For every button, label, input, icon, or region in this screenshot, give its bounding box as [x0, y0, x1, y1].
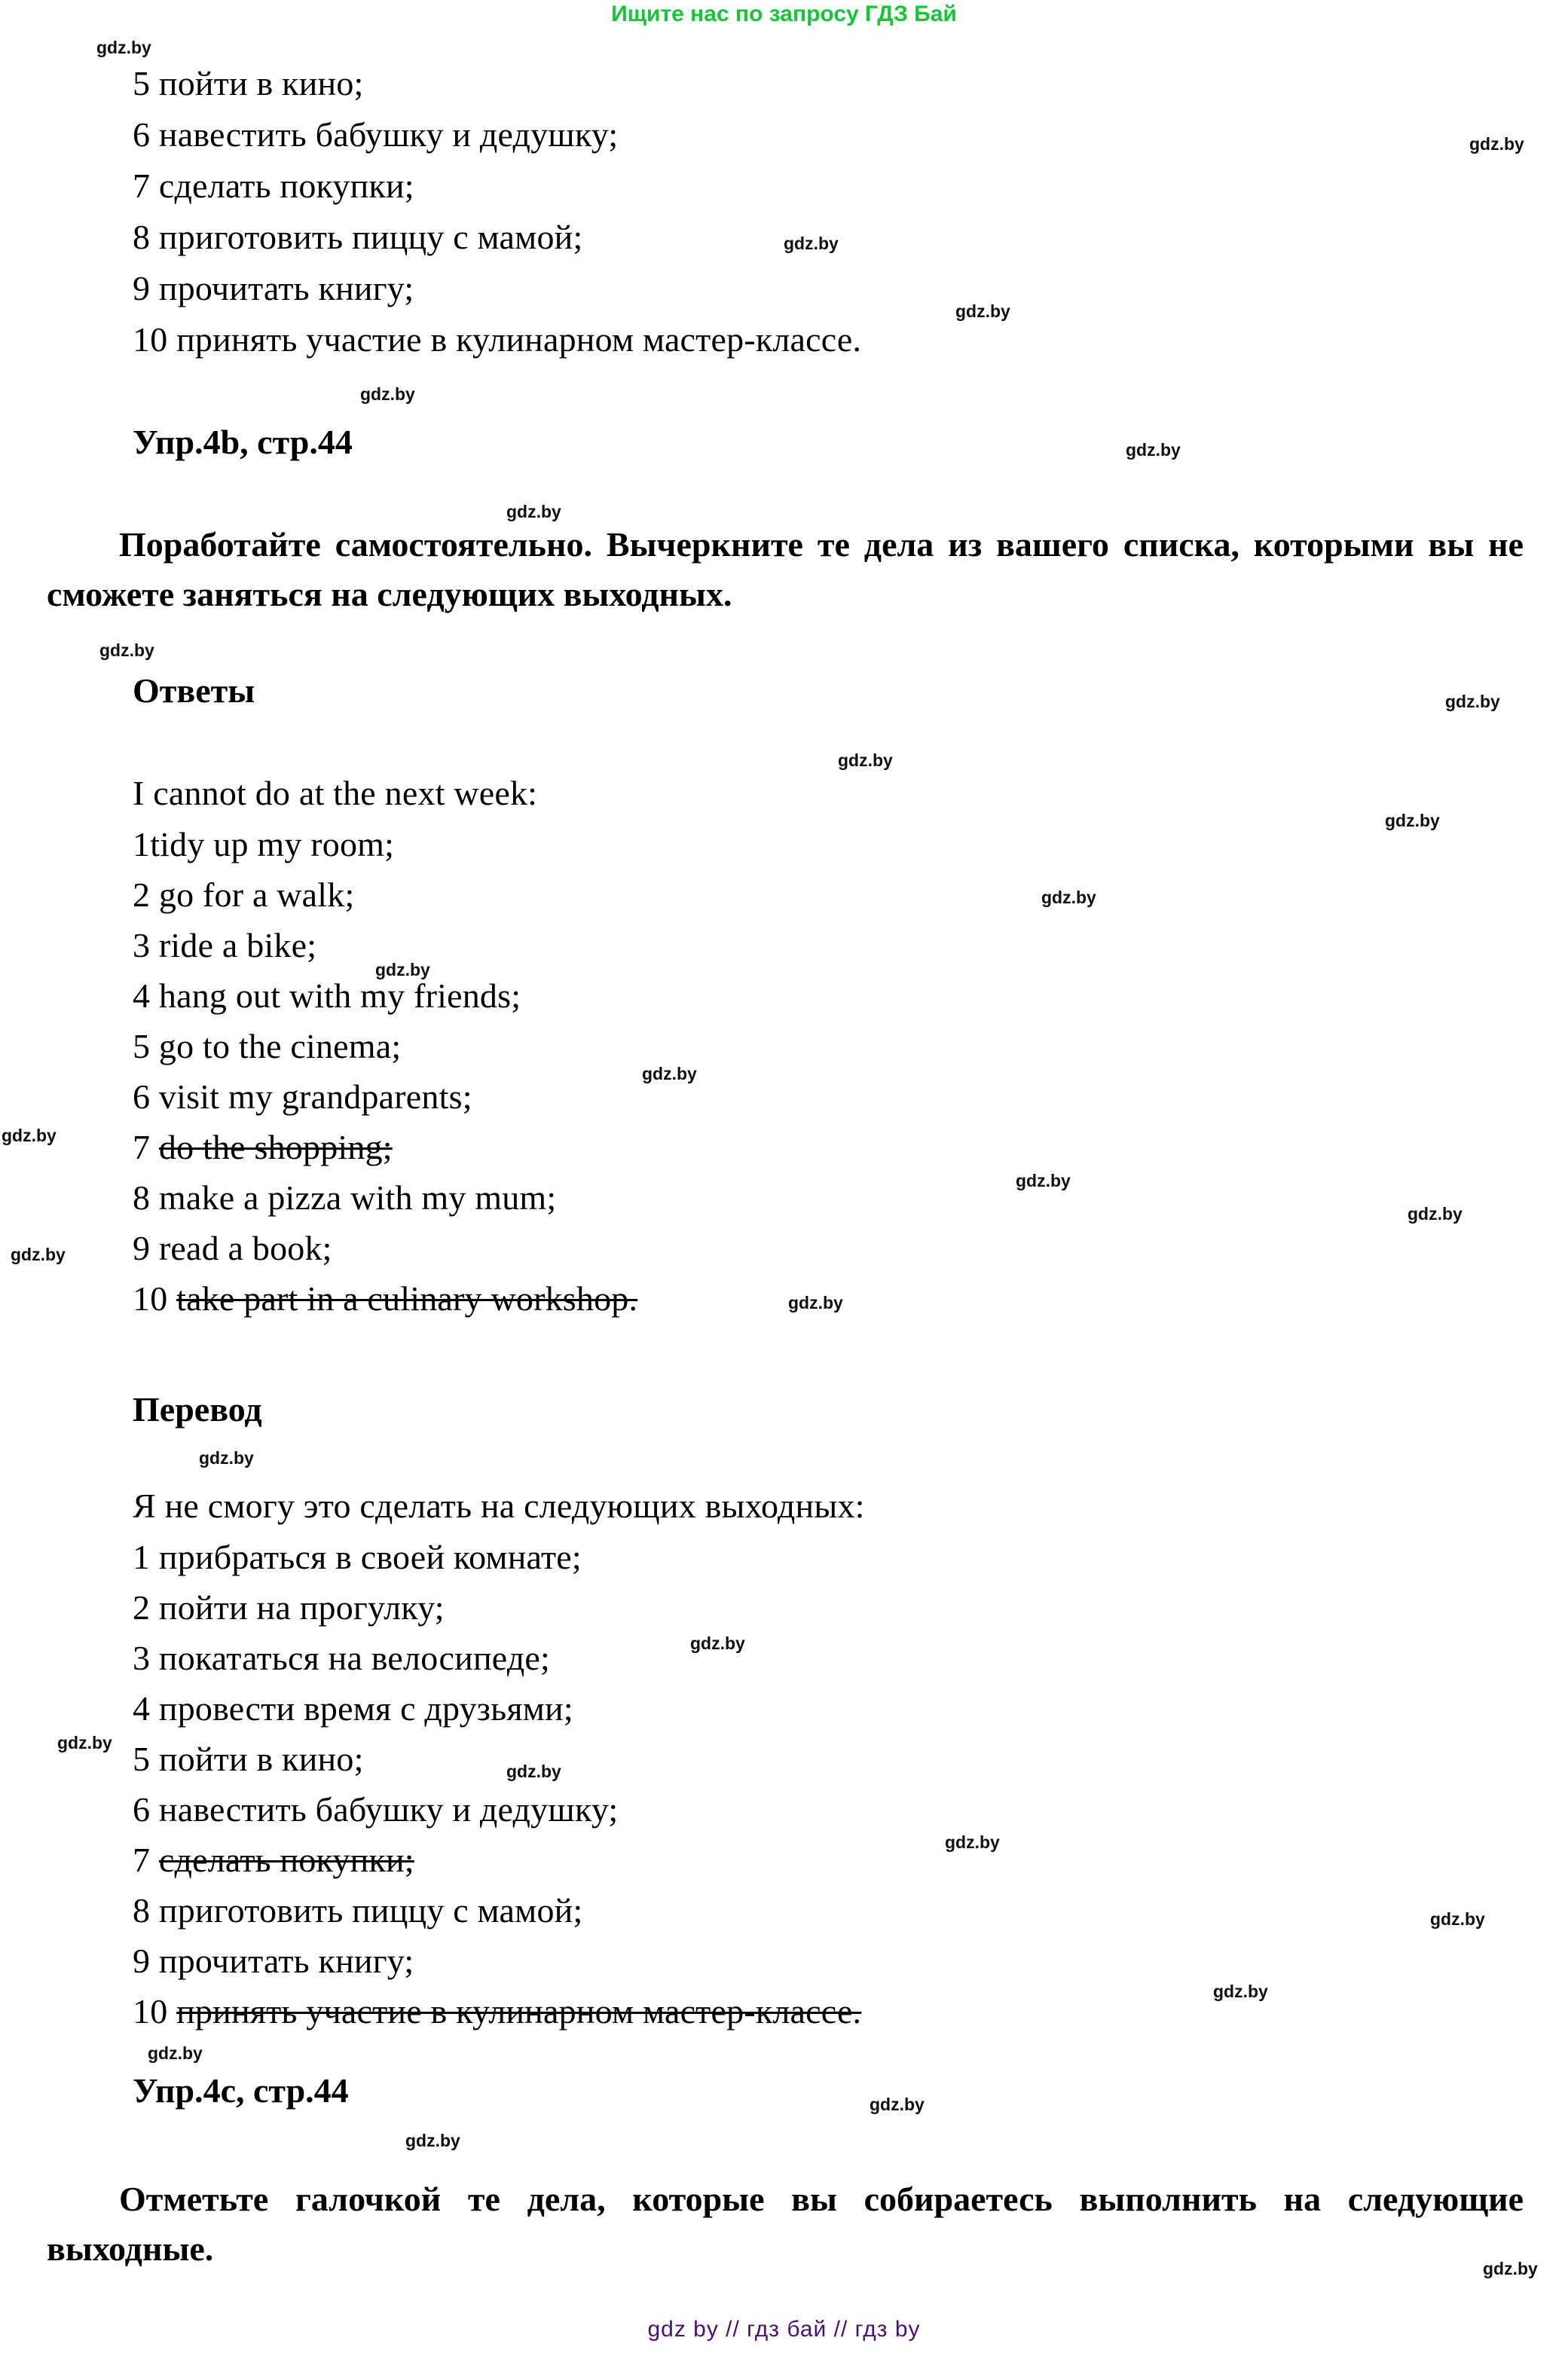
- watermark-gdz: gdz.by: [405, 2131, 460, 2150]
- list-item-number: 6: [133, 1790, 159, 1829]
- exercise-4b-instruction: Поработайте самостоятельно. Вычеркните те дела из вашего списка, которыми вы не сможете заняться на следующих выходных.: [47, 525, 1524, 613]
- list-item: [133, 1691, 573, 1726]
- list-item-text: покататься на велосипеде;: [158, 1639, 551, 1677]
- answers-intro: I cannot do at the next week:: [133, 774, 538, 812]
- list-item-number: 8: [133, 1891, 159, 1930]
- list-item-text: принять участие в кулинарном мастер-классе.: [176, 1992, 862, 2031]
- watermark-gdz: gdz.by: [1041, 888, 1096, 907]
- list-item-text: прибраться в своей комнате;: [158, 1538, 582, 1576]
- list-item-number: 1: [133, 1538, 159, 1576]
- watermark-gdz: gdz.by: [1213, 1982, 1268, 2001]
- watermark-gdz: gdz.by: [506, 1762, 561, 1781]
- promo-banner-top: Ищите нас по запросу ГДЗ Бай: [611, 2, 957, 26]
- list-item: 6 навестить бабушку и дедушку;: [133, 115, 619, 154]
- list-item-number: 4: [133, 1689, 159, 1728]
- list-item-number: 7: [133, 1128, 159, 1166]
- list-item-number: 5: [133, 1027, 159, 1065]
- list-item: [133, 1540, 582, 1575]
- watermark-gdz: gdz.by: [1385, 811, 1440, 830]
- list-item-text: go to the cinema;: [158, 1027, 402, 1065]
- list-item-text: прочитать книгу;: [158, 1942, 414, 1980]
- watermark-gdz: gdz.by: [1483, 2259, 1538, 2278]
- list-item: [133, 1994, 861, 2029]
- list-item-number: 9: [133, 1229, 159, 1267]
- list-item-text: пойти в кино;: [158, 1740, 364, 1778]
- list-item: [133, 1231, 332, 1266]
- list-item-text: take part in a culinary workshop.: [176, 1279, 638, 1318]
- watermark-gdz: gdz.by: [1126, 440, 1181, 460]
- list-item: [133, 1029, 401, 1064]
- watermark-gdz: gdz.by: [1016, 1171, 1071, 1190]
- list-item: [133, 1641, 550, 1676]
- watermark-gdz: gdz.by: [838, 750, 893, 770]
- watermark-gdz: gdz.by: [1408, 1204, 1463, 1224]
- watermark-gdz: gdz.by: [148, 2043, 203, 2063]
- watermark-gdz: gdz.by: [690, 1633, 745, 1653]
- watermark-gdz: gdz.by: [57, 1733, 112, 1752]
- list-item: [133, 1944, 414, 1979]
- translation-heading: Перевод: [133, 1390, 262, 1429]
- list-item-text: go for a walk;: [158, 875, 355, 914]
- list-item-text: hang out with my friends;: [158, 976, 521, 1015]
- list-item-number: 8: [133, 1178, 159, 1217]
- watermark-gdz: gdz.by: [642, 1064, 697, 1083]
- list-item: 10 принять участие в кулинарном мастер-классе.: [133, 320, 862, 359]
- list-item-text: ride a bike;: [158, 926, 317, 964]
- list-item-text: сделать покупки;: [158, 1841, 414, 1879]
- list-item-number: 4: [133, 976, 159, 1015]
- list-item-number: 7: [133, 1841, 159, 1879]
- exercise-4c-heading: Упр.4c, стр.44: [133, 2071, 349, 2110]
- list-item-text: make a pizza with my mum;: [158, 1178, 557, 1217]
- list-item-number: 3: [133, 926, 159, 964]
- list-item-text: visit my grandparents;: [158, 1077, 472, 1116]
- list-item-number: 5: [133, 1740, 159, 1778]
- watermark-gdz: gdz.by: [96, 38, 151, 57]
- watermark-gdz: gdz.by: [99, 640, 154, 660]
- watermark-gdz: gdz.by: [11, 1245, 66, 1264]
- list-item-number: 10: [133, 1992, 177, 2031]
- promo-banner-bottom: gdz by // гдз бай // гдз by: [647, 2317, 921, 2342]
- list-item-number: 10: [133, 1279, 177, 1318]
- exercise-4b-heading: Упр.4b, стр.44: [133, 423, 353, 461]
- watermark-gdz: gdz.by: [945, 1832, 1000, 1852]
- list-item-text: пойти на прогулку;: [158, 1588, 445, 1627]
- list-item-number: 1: [133, 825, 151, 863]
- list-item-number: 9: [133, 1942, 159, 1980]
- list-item: [133, 1792, 618, 1827]
- list-item: 5 пойти в кино;: [133, 64, 364, 102]
- list-item: [133, 1893, 582, 1928]
- list-item: 7 сделать покупки;: [133, 167, 414, 205]
- list-item: [133, 1588, 445, 1627]
- list-item: [133, 1843, 414, 1878]
- list-item-text: tidy up my room;: [150, 825, 395, 863]
- list-item: [133, 928, 316, 963]
- watermark-gdz: gdz.by: [375, 960, 430, 979]
- list-item: [133, 1742, 364, 1777]
- list-item-text: навестить бабушку и дедушку;: [158, 1790, 619, 1829]
- list-item: [133, 1130, 393, 1165]
- list-item-text: приготовить пиццу с мамой;: [158, 1891, 583, 1930]
- list-item-number: 6: [133, 1077, 159, 1116]
- watermark-gdz: gdz.by: [1445, 692, 1500, 711]
- list-item-text: do the shopping;: [158, 1128, 393, 1166]
- watermark-gdz: gdz.by: [788, 1293, 843, 1312]
- list-item-number: 3: [133, 1639, 159, 1677]
- watermark-gdz: gdz.by: [1469, 134, 1524, 154]
- watermark-gdz: gdz.by: [784, 234, 839, 253]
- watermark-gdz: gdz.by: [955, 301, 1010, 321]
- list-item: [133, 1178, 557, 1217]
- watermark-gdz: gdz.by: [870, 2095, 925, 2114]
- list-item: 9 прочитать книгу;: [133, 269, 414, 307]
- list-item: 8 приготовить пиццу с мамой;: [133, 218, 583, 256]
- watermark-gdz: gdz.by: [199, 1448, 254, 1468]
- list-item: [133, 976, 521, 1015]
- list-item: [133, 1077, 472, 1116]
- answers-heading: Ответы: [133, 671, 255, 710]
- list-item-number: 2: [133, 1588, 159, 1627]
- translation-intro: Я не смогу это сделать на следующих выходных:: [133, 1487, 865, 1525]
- watermark-gdz: gdz.by: [506, 502, 561, 521]
- list-item-text: провести время с друзьями;: [158, 1689, 573, 1728]
- list-item-number: 2: [133, 875, 159, 914]
- watermark-gdz: gdz.by: [2, 1126, 57, 1145]
- list-item-text: read a book;: [158, 1229, 332, 1267]
- list-item: [133, 1279, 638, 1318]
- list-item: [133, 827, 394, 862]
- exercise-4c-instruction: Отметьте галочкой те дела, которые вы собираетесь выполнить на следующие выходные.: [47, 2180, 1524, 2268]
- watermark-gdz: gdz.by: [360, 384, 415, 404]
- watermark-gdz: gdz.by: [1430, 1909, 1485, 1929]
- list-item: [133, 875, 355, 914]
